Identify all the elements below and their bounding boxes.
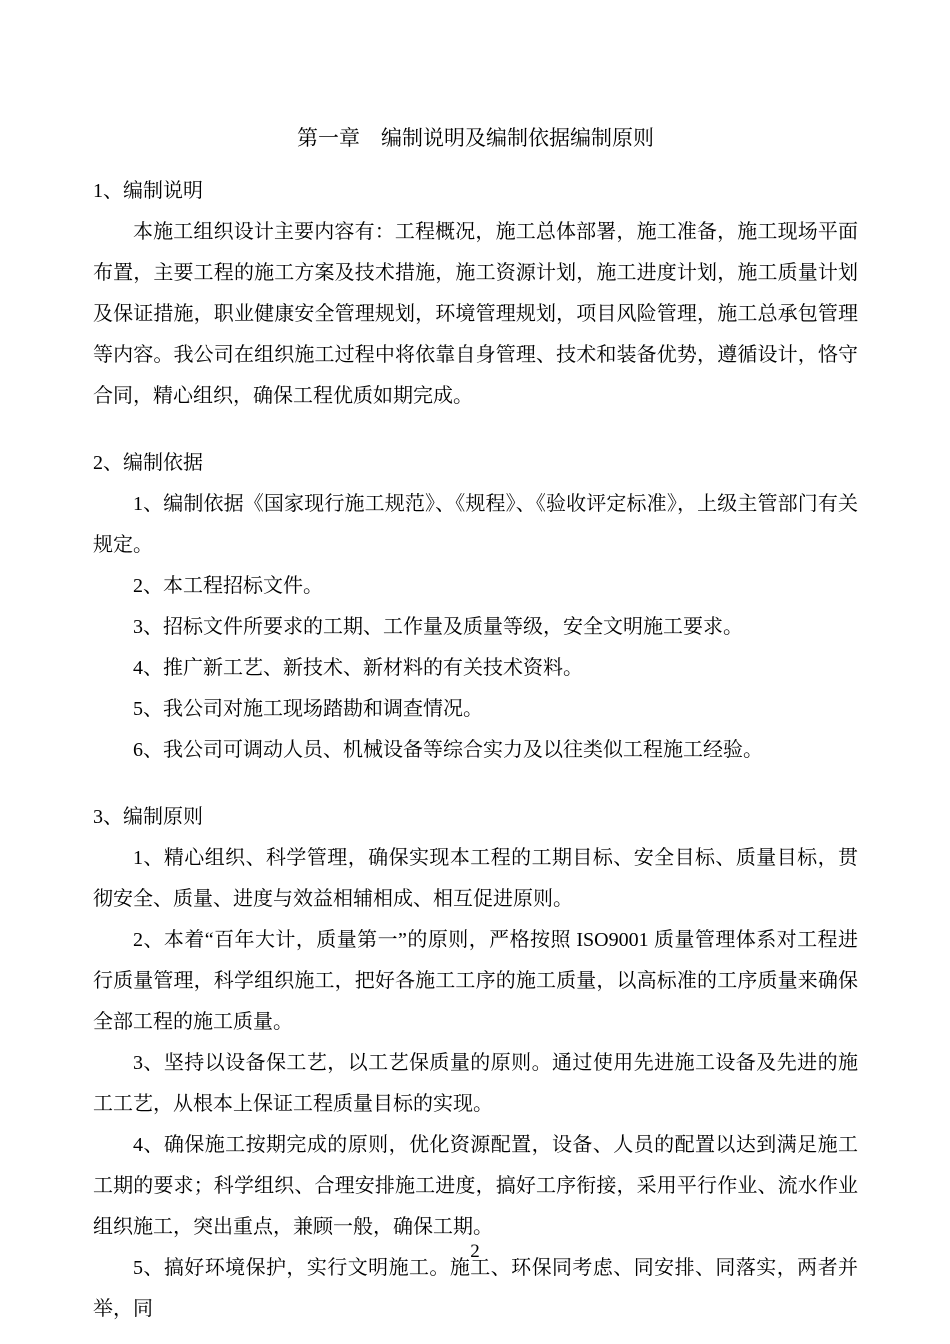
list-item: 2、本着“百年大计，质量第一”的原则，严格按照 ISO9001 质量管理体系对工程进行质量管理，科学组织施工，把好各施工工序的施工质量，以高标准的工序质量来确保全部工程的施工质量。 <box>93 929 858 1033</box>
list-item: 4、推广新工艺、新技术、新材料的有关技术资料。 <box>133 657 583 679</box>
list-item: 2、本工程招标文件。 <box>133 575 323 597</box>
paragraph: 本施工组织设计主要内容有：工程概况，施工总体部署，施工准备，施工现场平面布置，主要工程的施工方案及技术措施，施工资源计划，施工进度计划，施工质量计划及保证措施，职业健康安全管理规划，环境管理规划，项目风险管理，施工总承包管理等内容。我公司在组织施工过程中将依靠自身管理、技术和装备优势，遵循设计，恪守合同，精心组织，确保工程优质如期完成。 <box>93 221 858 407</box>
chapter-title: 第一章 编制说明及编制依据编制原则 <box>297 126 654 150</box>
list-item: 5、我公司对施工现场踏勘和调查情况。 <box>133 698 483 720</box>
list-item: 1、编制依据《国家现行施工规范》、《规程》、《验收评定标准》，上级主管部门有关规定。 <box>93 493 858 556</box>
list-item: 5、搞好环境保护，实行文明施工。施工、环保同考虑、同安排、同落实，两者并举，同 <box>93 1257 858 1320</box>
list-item: 6、我公司可调动人员、机械设备等综合实力及以往类似工程施工经验。 <box>133 739 763 761</box>
section-heading-compilation-principles: 3、编制原则 <box>93 806 203 828</box>
section-heading-compilation-description: 1、编制说明 <box>93 180 203 202</box>
list-item: 3、坚持以设备保工艺，以工艺保质量的原则。通过使用先进施工设备及先进的施工工艺，从根本上保证工程质量目标的实现。 <box>93 1052 858 1115</box>
list-item: 3、招标文件所要求的工期、工作量及质量等级，安全文明施工要求。 <box>133 616 743 638</box>
page-number: 2 <box>470 1241 480 1262</box>
list-item: 1、精心组织、科学管理，确保实现本工程的工期目标、安全目标、质量目标，贯彻安全、质量、进度与效益相辅相成、相互促进原则。 <box>93 847 858 910</box>
section-heading-compilation-basis: 2、编制依据 <box>93 452 203 474</box>
list-item: 4、确保施工按期完成的原则，优化资源配置，设备、人员的配置以达到满足施工工期的要求；科学组织、合理安排施工进度，搞好工序衔接，采用平行作业、流水作业组织施工，突出重点，兼顾一般，确保工期。 <box>93 1134 858 1238</box>
